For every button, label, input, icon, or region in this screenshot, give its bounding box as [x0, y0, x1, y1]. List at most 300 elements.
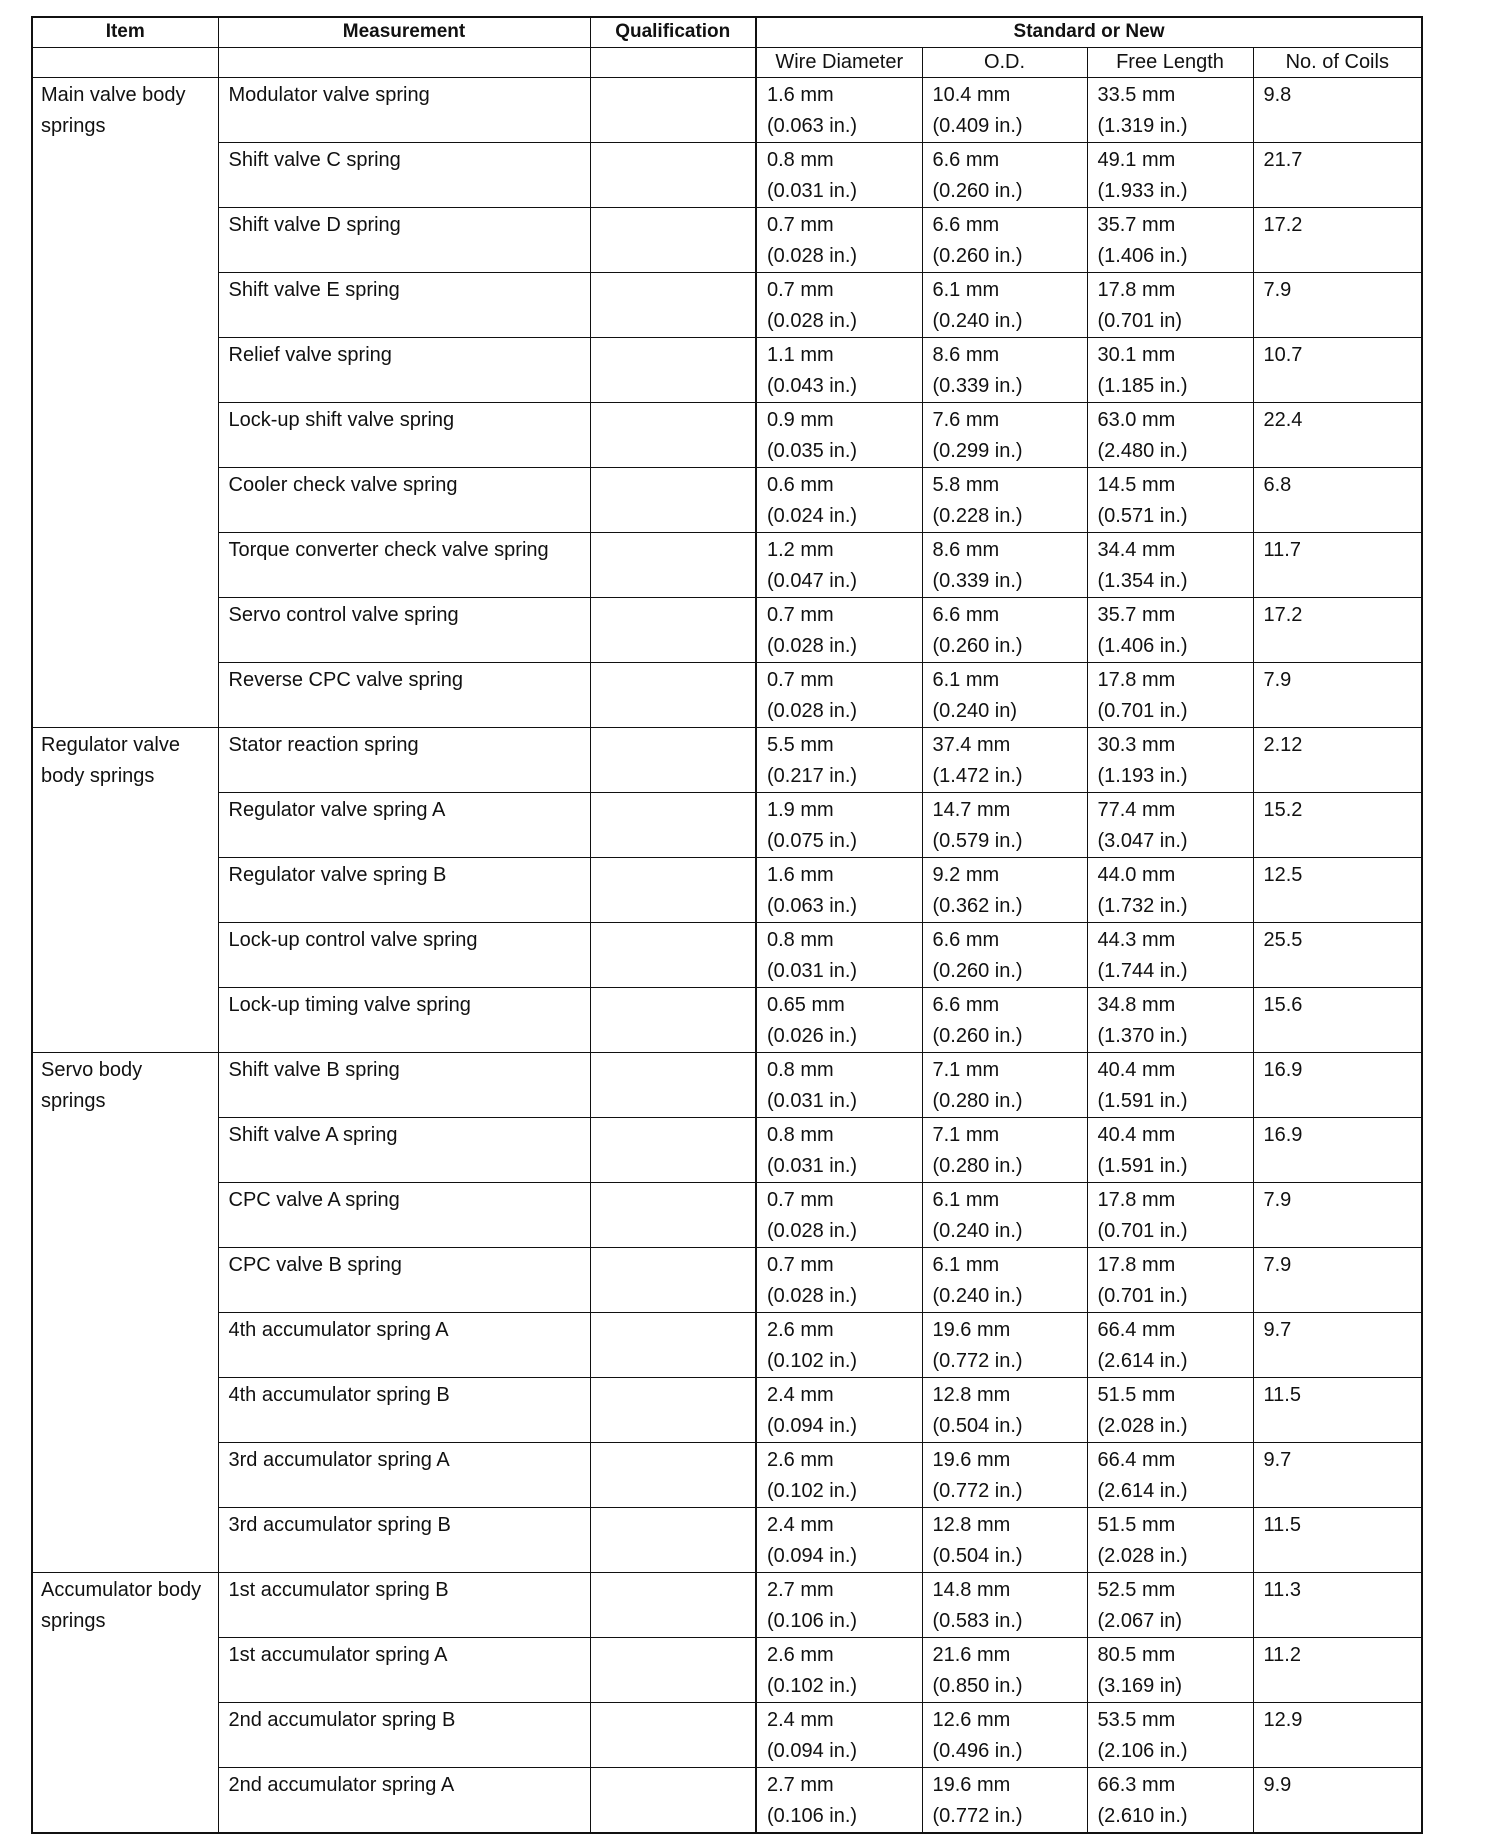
- item-group-label: Main valve body springs: [32, 77, 218, 727]
- table-row: [32, 1702, 1422, 1767]
- free-length-cell: [1087, 1702, 1253, 1767]
- od-cell-mm: 6.1 mm: [932, 1188, 1000, 1211]
- od-cell-in: (0.228 in.): [932, 504, 1023, 527]
- table-row: [32, 1247, 1422, 1312]
- free-length-cell: [1087, 77, 1253, 142]
- od-cell-in: (0.339 in.): [932, 569, 1023, 592]
- od-cell-in: (0.504 in.): [932, 1414, 1023, 1437]
- free-length-cell: [1087, 857, 1253, 922]
- table-row: [32, 792, 1422, 857]
- od-cell-in: (0.339 in.): [932, 374, 1023, 397]
- wire-diameter-cell-in: (0.102 in.): [767, 1674, 858, 1697]
- od-cell: [922, 1572, 1087, 1637]
- od-cell-in: (0.583 in.): [932, 1609, 1023, 1632]
- od-cell-mm: 7.6 mm: [932, 408, 1000, 431]
- od-cell: [922, 727, 1087, 792]
- qualification-cell: [590, 1507, 756, 1572]
- od-cell-in: (0.299 in.): [932, 439, 1023, 462]
- qualification-cell: [590, 1182, 756, 1247]
- free-length-cell-mm: 40.4 mm: [1097, 1058, 1176, 1081]
- table-row: [32, 1312, 1422, 1377]
- od-cell-in: (0.240 in): [932, 699, 1017, 722]
- wire-diameter-cell-mm: 0.6 mm: [767, 473, 834, 496]
- free-length-cell-in: (1.406 in.): [1097, 244, 1188, 267]
- free-length-cell-mm: 17.8 mm: [1097, 1253, 1176, 1276]
- free-length-cell-mm: 49.1 mm: [1097, 148, 1176, 171]
- table-row: [32, 402, 1422, 467]
- free-length-cell-in: (0.571 in.): [1097, 504, 1188, 527]
- wire-diameter-cell-mm: 0.8 mm: [767, 148, 834, 171]
- measurement-cell: Servo control valve spring: [218, 597, 590, 662]
- free-length-cell: [1087, 142, 1253, 207]
- free-length-cell-mm: 40.4 mm: [1097, 1123, 1176, 1146]
- free-length-cell: [1087, 1377, 1253, 1442]
- wire-diameter-cell: [756, 922, 922, 987]
- qualification-cell: [590, 1247, 756, 1312]
- wire-diameter-cell-in: (0.028 in.): [767, 309, 858, 332]
- od-cell: [922, 207, 1087, 272]
- od-cell-in: (0.260 in.): [932, 179, 1023, 202]
- qualification-cell: [590, 1117, 756, 1182]
- table-row: [32, 1637, 1422, 1702]
- wire-diameter-cell: [756, 532, 922, 597]
- wire-diameter-cell-in: (0.028 in.): [767, 699, 858, 722]
- subheader-measurement-empty: [218, 47, 590, 77]
- free-length-cell-mm: 66.3 mm: [1097, 1773, 1176, 1796]
- free-length-cell-in: (1.319 in.): [1097, 114, 1188, 137]
- wire-diameter-cell-mm: 1.6 mm: [767, 83, 834, 106]
- od-cell-mm: 6.1 mm: [932, 668, 1000, 691]
- od-cell-in: (1.472 in.): [932, 764, 1023, 787]
- free-length-cell-in: (0.701 in.): [1097, 699, 1188, 722]
- table-row: [32, 272, 1422, 337]
- free-length-cell-in: (2.610 in.): [1097, 1804, 1188, 1827]
- od-cell: [922, 1312, 1087, 1377]
- od-cell-mm: 9.2 mm: [932, 863, 1000, 886]
- od-cell-mm: 6.6 mm: [932, 213, 1000, 236]
- table-row: [32, 1377, 1422, 1442]
- od-cell: [922, 337, 1087, 402]
- od-cell-mm: 12.8 mm: [932, 1513, 1011, 1536]
- table-row: [32, 1182, 1422, 1247]
- coils-cell: 12.5: [1253, 857, 1422, 922]
- table-row: [32, 1507, 1422, 1572]
- od-cell-in: (0.280 in.): [932, 1154, 1023, 1177]
- measurement-cell: Reverse CPC valve spring: [218, 662, 590, 727]
- free-length-cell-in: (2.106 in.): [1097, 1739, 1188, 1762]
- wire-diameter-cell: [756, 207, 922, 272]
- wire-diameter-cell: [756, 987, 922, 1052]
- od-cell: [922, 1247, 1087, 1312]
- free-length-cell: [1087, 987, 1253, 1052]
- coils-cell: 2.12: [1253, 727, 1422, 792]
- coils-cell: 11.7: [1253, 532, 1422, 597]
- coils-cell: 9.7: [1253, 1312, 1422, 1377]
- wire-diameter-cell: [756, 1182, 922, 1247]
- wire-diameter-cell: [756, 727, 922, 792]
- od-cell: [922, 1702, 1087, 1767]
- coils-cell: 22.4: [1253, 402, 1422, 467]
- qualification-cell: [590, 1702, 756, 1767]
- measurement-cell: 3rd accumulator spring B: [218, 1507, 590, 1572]
- free-length-cell-mm: 33.5 mm: [1097, 83, 1176, 106]
- free-length-cell-mm: 14.5 mm: [1097, 473, 1176, 496]
- od-cell: [922, 77, 1087, 142]
- free-length-cell-in: (1.591 in.): [1097, 1154, 1188, 1177]
- free-length-cell: [1087, 272, 1253, 337]
- od-cell-in: (0.772 in.): [932, 1479, 1023, 1502]
- subheader-qualification-empty: [590, 47, 756, 77]
- free-length-cell-mm: 52.5 mm: [1097, 1578, 1176, 1601]
- free-length-cell-in: (2.614 in.): [1097, 1479, 1188, 1502]
- od-cell-in: (0.772 in.): [932, 1804, 1023, 1827]
- free-length-cell: [1087, 1247, 1253, 1312]
- free-length-cell-in: (1.185 in.): [1097, 374, 1188, 397]
- wire-diameter-cell-mm: 5.5 mm: [767, 733, 834, 756]
- table-row: [32, 207, 1422, 272]
- wire-diameter-cell-mm: 2.6 mm: [767, 1643, 834, 1666]
- wire-diameter-cell-in: (0.063 in.): [767, 894, 858, 917]
- wire-diameter-cell-in: (0.047 in.): [767, 569, 858, 592]
- measurement-cell: Stator reaction spring: [218, 727, 590, 792]
- coils-cell: 15.6: [1253, 987, 1422, 1052]
- wire-diameter-cell: [756, 1377, 922, 1442]
- od-cell-mm: 12.6 mm: [932, 1708, 1011, 1731]
- wire-diameter-cell: [756, 402, 922, 467]
- od-cell: [922, 1442, 1087, 1507]
- measurement-cell: 1st accumulator spring B: [218, 1572, 590, 1637]
- wire-diameter-cell-in: (0.031 in.): [767, 1089, 858, 1112]
- wire-diameter-cell-in: (0.028 in.): [767, 634, 858, 657]
- wire-diameter-cell: [756, 1247, 922, 1312]
- wire-diameter-cell-in: (0.031 in.): [767, 1154, 858, 1177]
- measurement-cell: 2nd accumulator spring A: [218, 1767, 590, 1833]
- table-row: [32, 1117, 1422, 1182]
- free-length-cell: [1087, 1572, 1253, 1637]
- od-cell-in: (0.409 in.): [932, 114, 1023, 137]
- header-wire-diameter: Wire Diameter: [756, 47, 922, 77]
- wire-diameter-cell-mm: 1.9 mm: [767, 798, 834, 821]
- free-length-cell: [1087, 1507, 1253, 1572]
- wire-diameter-cell-in: (0.028 in.): [767, 1219, 858, 1242]
- item-group-label: Regulator valve body springs: [32, 727, 218, 1052]
- measurement-cell: 4th accumulator spring B: [218, 1377, 590, 1442]
- free-length-cell-mm: 34.4 mm: [1097, 538, 1176, 561]
- free-length-cell-mm: 53.5 mm: [1097, 1708, 1176, 1731]
- wire-diameter-cell-mm: 0.65 mm: [767, 993, 845, 1016]
- od-cell-mm: 10.4 mm: [932, 83, 1011, 106]
- od-cell-in: (0.496 in.): [932, 1739, 1023, 1762]
- spring-spec-table: [31, 16, 1423, 1834]
- od-cell-in: (0.504 in.): [932, 1544, 1023, 1567]
- od-cell-in: (0.260 in.): [932, 634, 1023, 657]
- subheader-row: [32, 47, 1422, 77]
- od-cell-mm: 14.8 mm: [932, 1578, 1011, 1601]
- table-row: [32, 77, 1422, 142]
- table-row: [32, 727, 1422, 792]
- qualification-cell: [590, 467, 756, 532]
- od-cell-in: (0.240 in.): [932, 1219, 1023, 1242]
- od-cell-in: (0.240 in.): [932, 1284, 1023, 1307]
- free-length-cell: [1087, 1442, 1253, 1507]
- free-length-cell-mm: 17.8 mm: [1097, 278, 1176, 301]
- od-cell-in: (0.260 in.): [932, 959, 1023, 982]
- wire-diameter-cell-mm: 2.7 mm: [767, 1773, 834, 1796]
- measurement-cell: Torque converter check valve spring: [218, 532, 590, 597]
- od-cell: [922, 1767, 1087, 1833]
- od-cell-mm: 6.6 mm: [932, 603, 1000, 626]
- free-length-cell-in: (0.701 in): [1097, 309, 1182, 332]
- free-length-cell: [1087, 1052, 1253, 1117]
- item-group-label: Accumulator body springs: [32, 1572, 218, 1833]
- od-cell: [922, 1052, 1087, 1117]
- measurement-cell: Cooler check valve spring: [218, 467, 590, 532]
- coils-cell: 7.9: [1253, 272, 1422, 337]
- od-cell: [922, 597, 1087, 662]
- free-length-cell-mm: 63.0 mm: [1097, 408, 1176, 431]
- free-length-cell: [1087, 467, 1253, 532]
- od-cell-mm: 19.6 mm: [932, 1318, 1011, 1341]
- wire-diameter-cell-mm: 0.8 mm: [767, 1123, 834, 1146]
- coils-cell: 16.9: [1253, 1052, 1422, 1117]
- wire-diameter-cell-in: (0.026 in.): [767, 1024, 858, 1047]
- coils-cell: 11.3: [1253, 1572, 1422, 1637]
- wire-diameter-cell: [756, 77, 922, 142]
- free-length-cell-mm: 77.4 mm: [1097, 798, 1176, 821]
- wire-diameter-cell-in: (0.075 in.): [767, 829, 858, 852]
- free-length-cell-in: (1.591 in.): [1097, 1089, 1188, 1112]
- free-length-cell-in: (1.732 in.): [1097, 894, 1188, 917]
- wire-diameter-cell-mm: 0.9 mm: [767, 408, 834, 431]
- qualification-cell: [590, 142, 756, 207]
- free-length-cell: [1087, 1117, 1253, 1182]
- wire-diameter-cell-mm: 2.4 mm: [767, 1383, 834, 1406]
- qualification-cell: [590, 857, 756, 922]
- qualification-cell: [590, 662, 756, 727]
- od-cell: [922, 792, 1087, 857]
- wire-diameter-cell: [756, 1572, 922, 1637]
- od-cell-in: (0.579 in.): [932, 829, 1023, 852]
- od-cell-mm: 6.6 mm: [932, 993, 1000, 1016]
- wire-diameter-cell-mm: 2.4 mm: [767, 1513, 834, 1536]
- header-no-of-coils: No. of Coils: [1253, 47, 1422, 77]
- coils-cell: 17.2: [1253, 207, 1422, 272]
- item-group-label: Servo body springs: [32, 1052, 218, 1572]
- qualification-cell: [590, 1767, 756, 1833]
- measurement-cell: Shift valve A spring: [218, 1117, 590, 1182]
- wire-diameter-cell-in: (0.102 in.): [767, 1479, 858, 1502]
- qualification-cell: [590, 1442, 756, 1507]
- free-length-cell-mm: 30.1 mm: [1097, 343, 1176, 366]
- coils-cell: 7.9: [1253, 662, 1422, 727]
- wire-diameter-cell-in: (0.106 in.): [767, 1609, 858, 1632]
- wire-diameter-cell-in: (0.024 in.): [767, 504, 858, 527]
- measurement-cell: 1st accumulator spring A: [218, 1637, 590, 1702]
- free-length-cell-mm: 30.3 mm: [1097, 733, 1176, 756]
- wire-diameter-cell-in: (0.094 in.): [767, 1414, 858, 1437]
- qualification-cell: [590, 402, 756, 467]
- od-cell: [922, 1182, 1087, 1247]
- free-length-cell: [1087, 532, 1253, 597]
- coils-cell: 9.9: [1253, 1767, 1422, 1833]
- od-cell-mm: 21.6 mm: [932, 1643, 1011, 1666]
- table-row: [32, 337, 1422, 402]
- wire-diameter-cell-in: (0.094 in.): [767, 1544, 858, 1567]
- od-cell: [922, 467, 1087, 532]
- table-row: [32, 662, 1422, 727]
- od-cell-mm: 8.6 mm: [932, 343, 1000, 366]
- measurement-cell: Shift valve B spring: [218, 1052, 590, 1117]
- wire-diameter-cell-mm: 0.7 mm: [767, 278, 834, 301]
- od-cell: [922, 142, 1087, 207]
- od-cell: [922, 922, 1087, 987]
- free-length-cell-mm: 35.7 mm: [1097, 603, 1176, 626]
- table-row: [32, 467, 1422, 532]
- od-cell-mm: 12.8 mm: [932, 1383, 1011, 1406]
- od-cell: [922, 662, 1087, 727]
- od-cell-mm: 6.6 mm: [932, 148, 1000, 171]
- free-length-cell-in: (1.370 in.): [1097, 1024, 1188, 1047]
- wire-diameter-cell-mm: 2.7 mm: [767, 1578, 834, 1601]
- wire-diameter-cell-mm: 2.6 mm: [767, 1448, 834, 1471]
- od-cell-mm: 7.1 mm: [932, 1058, 1000, 1081]
- wire-diameter-cell-in: (0.063 in.): [767, 114, 858, 137]
- coils-cell: 16.9: [1253, 1117, 1422, 1182]
- free-length-cell-in: (1.406 in.): [1097, 634, 1188, 657]
- od-cell-mm: 19.6 mm: [932, 1448, 1011, 1471]
- od-cell-mm: 8.6 mm: [932, 538, 1000, 561]
- free-length-cell-in: (2.067 in): [1097, 1609, 1182, 1632]
- free-length-cell: [1087, 402, 1253, 467]
- coils-cell: 9.8: [1253, 77, 1422, 142]
- qualification-cell: [590, 1377, 756, 1442]
- free-length-cell: [1087, 1637, 1253, 1702]
- measurement-cell: Shift valve E spring: [218, 272, 590, 337]
- od-cell-in: (0.260 in.): [932, 244, 1023, 267]
- wire-diameter-cell: [756, 1117, 922, 1182]
- wire-diameter-cell: [756, 662, 922, 727]
- wire-diameter-cell-mm: 0.7 mm: [767, 603, 834, 626]
- coils-cell: 17.2: [1253, 597, 1422, 662]
- free-length-cell: [1087, 792, 1253, 857]
- wire-diameter-cell-mm: 2.4 mm: [767, 1708, 834, 1731]
- od-cell-in: (0.280 in.): [932, 1089, 1023, 1112]
- wire-diameter-cell: [756, 1767, 922, 1833]
- wire-diameter-cell: [756, 142, 922, 207]
- wire-diameter-cell-in: (0.217 in.): [767, 764, 858, 787]
- coils-cell: 11.5: [1253, 1377, 1422, 1442]
- wire-diameter-cell-in: (0.106 in.): [767, 1804, 858, 1827]
- free-length-cell: [1087, 1312, 1253, 1377]
- od-cell-in: (0.772 in.): [932, 1349, 1023, 1372]
- wire-diameter-cell-in: (0.028 in.): [767, 1284, 858, 1307]
- free-length-cell-in: (1.744 in.): [1097, 959, 1188, 982]
- wire-diameter-cell-in: (0.035 in.): [767, 439, 858, 462]
- od-cell: [922, 1507, 1087, 1572]
- wire-diameter-cell-mm: 0.7 mm: [767, 668, 834, 691]
- coils-cell: 10.7: [1253, 337, 1422, 402]
- wire-diameter-cell-mm: 0.7 mm: [767, 1188, 834, 1211]
- measurement-cell: Lock-up control valve spring: [218, 922, 590, 987]
- free-length-cell-in: (3.047 in.): [1097, 829, 1188, 852]
- wire-diameter-cell-in: (0.102 in.): [767, 1349, 858, 1372]
- header-measurement: Measurement: [218, 17, 590, 47]
- free-length-cell-in: (3.169 in): [1097, 1674, 1182, 1697]
- table-row: [32, 532, 1422, 597]
- table-row: [32, 1572, 1422, 1637]
- qualification-cell: [590, 1637, 756, 1702]
- subheader-item-empty: [32, 47, 218, 77]
- table-row: [32, 922, 1422, 987]
- qualification-cell: [590, 207, 756, 272]
- free-length-cell-mm: 66.4 mm: [1097, 1448, 1176, 1471]
- wire-diameter-cell-in: (0.031 in.): [767, 959, 858, 982]
- header-standard-or-new: Standard or New: [756, 17, 1422, 47]
- od-cell-mm: 19.6 mm: [932, 1773, 1011, 1796]
- qualification-cell: [590, 1312, 756, 1377]
- table-row: [32, 1767, 1422, 1833]
- free-length-cell-in: (2.028 in.): [1097, 1544, 1188, 1567]
- free-length-cell-mm: 44.3 mm: [1097, 928, 1176, 951]
- free-length-cell-in: (2.480 in.): [1097, 439, 1188, 462]
- od-cell-mm: 7.1 mm: [932, 1123, 1000, 1146]
- od-cell: [922, 857, 1087, 922]
- free-length-cell: [1087, 337, 1253, 402]
- od-cell-mm: 6.1 mm: [932, 1253, 1000, 1276]
- wire-diameter-cell: [756, 597, 922, 662]
- qualification-cell: [590, 987, 756, 1052]
- measurement-cell: Regulator valve spring A: [218, 792, 590, 857]
- table-row: [32, 1052, 1422, 1117]
- qualification-cell: [590, 1052, 756, 1117]
- od-cell-in: (0.850 in.): [932, 1674, 1023, 1697]
- coils-cell: 7.9: [1253, 1182, 1422, 1247]
- measurement-cell: 2nd accumulator spring B: [218, 1702, 590, 1767]
- coils-cell: 12.9: [1253, 1702, 1422, 1767]
- free-length-cell-in: (1.354 in.): [1097, 569, 1188, 592]
- wire-diameter-cell-in: (0.094 in.): [767, 1739, 858, 1762]
- wire-diameter-cell-in: (0.028 in.): [767, 244, 858, 267]
- wire-diameter-cell: [756, 1312, 922, 1377]
- measurement-cell: 3rd accumulator spring A: [218, 1442, 590, 1507]
- wire-diameter-cell: [756, 1442, 922, 1507]
- free-length-cell-mm: 17.8 mm: [1097, 1188, 1176, 1211]
- free-length-cell-in: (0.701 in.): [1097, 1219, 1188, 1242]
- free-length-cell-in: (1.933 in.): [1097, 179, 1188, 202]
- measurement-cell: Modulator valve spring: [218, 77, 590, 142]
- wire-diameter-cell-in: (0.043 in.): [767, 374, 858, 397]
- wire-diameter-cell-mm: 0.7 mm: [767, 1253, 834, 1276]
- free-length-cell-mm: 51.5 mm: [1097, 1513, 1176, 1536]
- measurement-cell: CPC valve A spring: [218, 1182, 590, 1247]
- qualification-cell: [590, 532, 756, 597]
- qualification-cell: [590, 597, 756, 662]
- wire-diameter-cell: [756, 1052, 922, 1117]
- free-length-cell: [1087, 662, 1253, 727]
- free-length-cell-mm: 51.5 mm: [1097, 1383, 1176, 1406]
- od-cell: [922, 1377, 1087, 1442]
- free-length-cell-in: (2.028 in.): [1097, 1414, 1188, 1437]
- wire-diameter-cell: [756, 857, 922, 922]
- wire-diameter-cell: [756, 467, 922, 532]
- od-cell: [922, 402, 1087, 467]
- od-cell-mm: 37.4 mm: [932, 733, 1011, 756]
- od-cell-mm: 5.8 mm: [932, 473, 1000, 496]
- free-length-cell-mm: 17.8 mm: [1097, 668, 1176, 691]
- table-body: [32, 77, 1422, 1833]
- free-length-cell: [1087, 922, 1253, 987]
- wire-diameter-cell-mm: 0.7 mm: [767, 213, 834, 236]
